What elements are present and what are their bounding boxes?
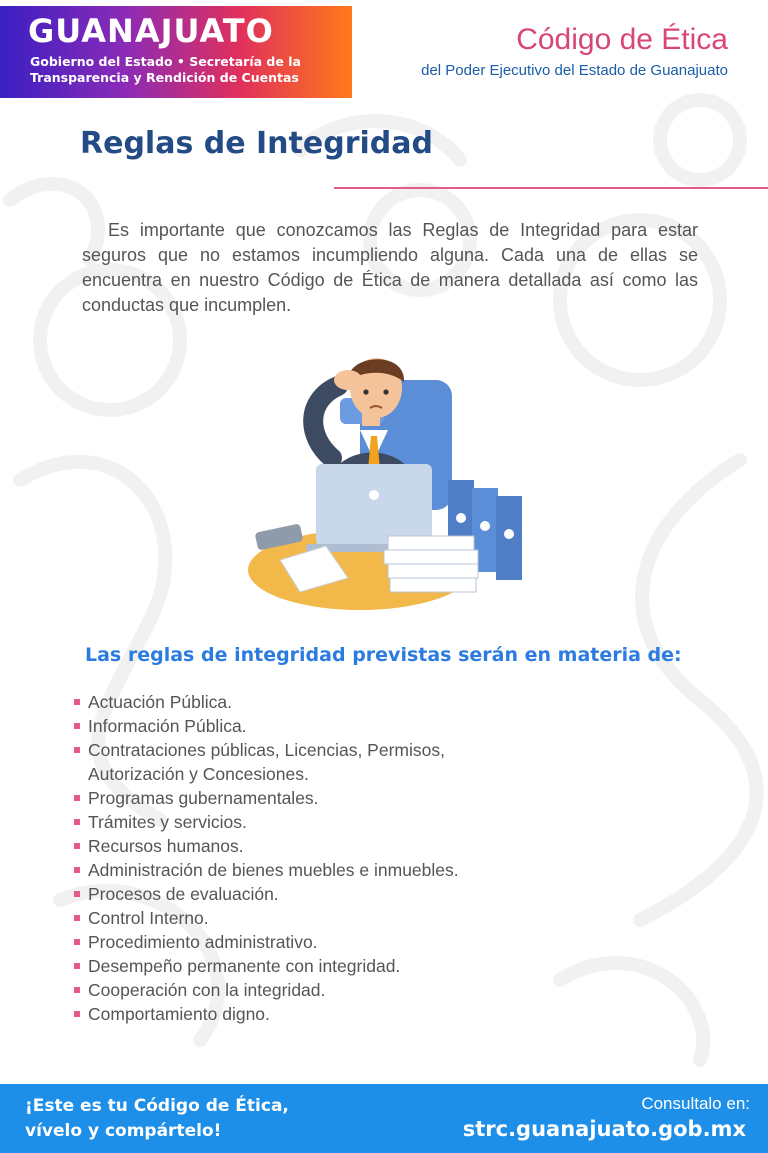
- list-item-label: Desempeño permanente con integridad.: [88, 956, 401, 976]
- list-item: [74, 1002, 459, 1026]
- title-divider: [334, 187, 768, 189]
- worried-office-worker-illustration: [240, 340, 550, 620]
- list-item: [74, 954, 459, 978]
- document-title: Código de Ética: [516, 23, 728, 56]
- list-item-label: Administración de bienes muebles e inmuebles.: [88, 860, 459, 880]
- document-subtitle: del Poder Ejecutivo del Estado de Guanajuato: [421, 62, 728, 79]
- bullet-icon: [74, 867, 80, 873]
- logo-subtitle-line2: Transparencia y Rendición de Cuentas: [30, 70, 299, 85]
- bullet-icon: [74, 843, 80, 849]
- list-item: [74, 738, 459, 786]
- bullet-icon: [74, 723, 80, 729]
- bullet-icon: [74, 915, 80, 921]
- bullet-icon: [74, 963, 80, 969]
- list-item-label: Información Pública.: [88, 716, 247, 736]
- list-item-label: Control Interno.: [88, 908, 209, 928]
- bullet-icon: [74, 795, 80, 801]
- list-item: [74, 690, 459, 714]
- list-item: [74, 858, 459, 882]
- list-item: [74, 714, 459, 738]
- rules-list: [74, 690, 459, 1026]
- bullet-icon: [74, 699, 80, 705]
- consult-label: Consultalo en:: [641, 1094, 750, 1113]
- website-link[interactable]: strc.guanajuato.gob.mx: [462, 1117, 746, 1141]
- bullet-icon: [74, 939, 80, 945]
- list-item: [74, 906, 459, 930]
- tagline-line2: vívelo y compártelo!: [25, 1121, 222, 1141]
- list-item-label: Comportamiento digno.: [88, 1004, 270, 1024]
- list-item: [74, 882, 459, 906]
- bullet-icon: [74, 747, 80, 753]
- list-item-label: Recursos humanos.: [88, 836, 244, 856]
- list-item: [74, 978, 459, 1002]
- bullet-icon: [74, 1011, 80, 1017]
- list-item-label: Procesos de evaluación.: [88, 884, 279, 904]
- list-item-label: Actuación Pública.: [88, 692, 232, 712]
- footer-bar: [0, 1084, 768, 1153]
- footer-tagline: [25, 1094, 289, 1144]
- guanajuato-logo: [0, 6, 352, 98]
- bullet-icon: [74, 987, 80, 993]
- logo-subtitle-line1: Gobierno del Estado • Secretaría de la: [30, 54, 301, 69]
- logo-title: GUANAJUATO: [28, 12, 274, 50]
- list-item-label: Cooperación con la integridad.: [88, 980, 326, 1000]
- list-item-label: Trámites y servicios.: [88, 812, 247, 832]
- rules-heading: Las reglas de integridad previstas serán en materia de:: [85, 644, 682, 666]
- list-item-label: Programas gubernamentales.: [88, 788, 319, 808]
- page-title: Reglas de Integridad: [80, 126, 433, 161]
- intro-paragraph: Es importante que conozcamos las Reglas de Integridad para estar seguros que no estamos incumpliendo alguna. Cada una de ellas se encuentra en nuestro Código de Ética de manera detallada así como las conductas que incumplen.: [82, 220, 698, 315]
- list-item: [74, 930, 459, 954]
- list-item: [74, 834, 459, 858]
- list-item: [74, 786, 459, 810]
- tagline-line1: ¡Este es tu Código de Ética,: [25, 1096, 289, 1116]
- bullet-icon: [74, 819, 80, 825]
- list-item-label: Procedimiento administrativo.: [88, 932, 318, 952]
- bullet-icon: [74, 891, 80, 897]
- list-item: [74, 810, 459, 834]
- list-item-label: Contrataciones públicas, Licencias, Permisos, Autorización y Concesiones.: [88, 740, 445, 784]
